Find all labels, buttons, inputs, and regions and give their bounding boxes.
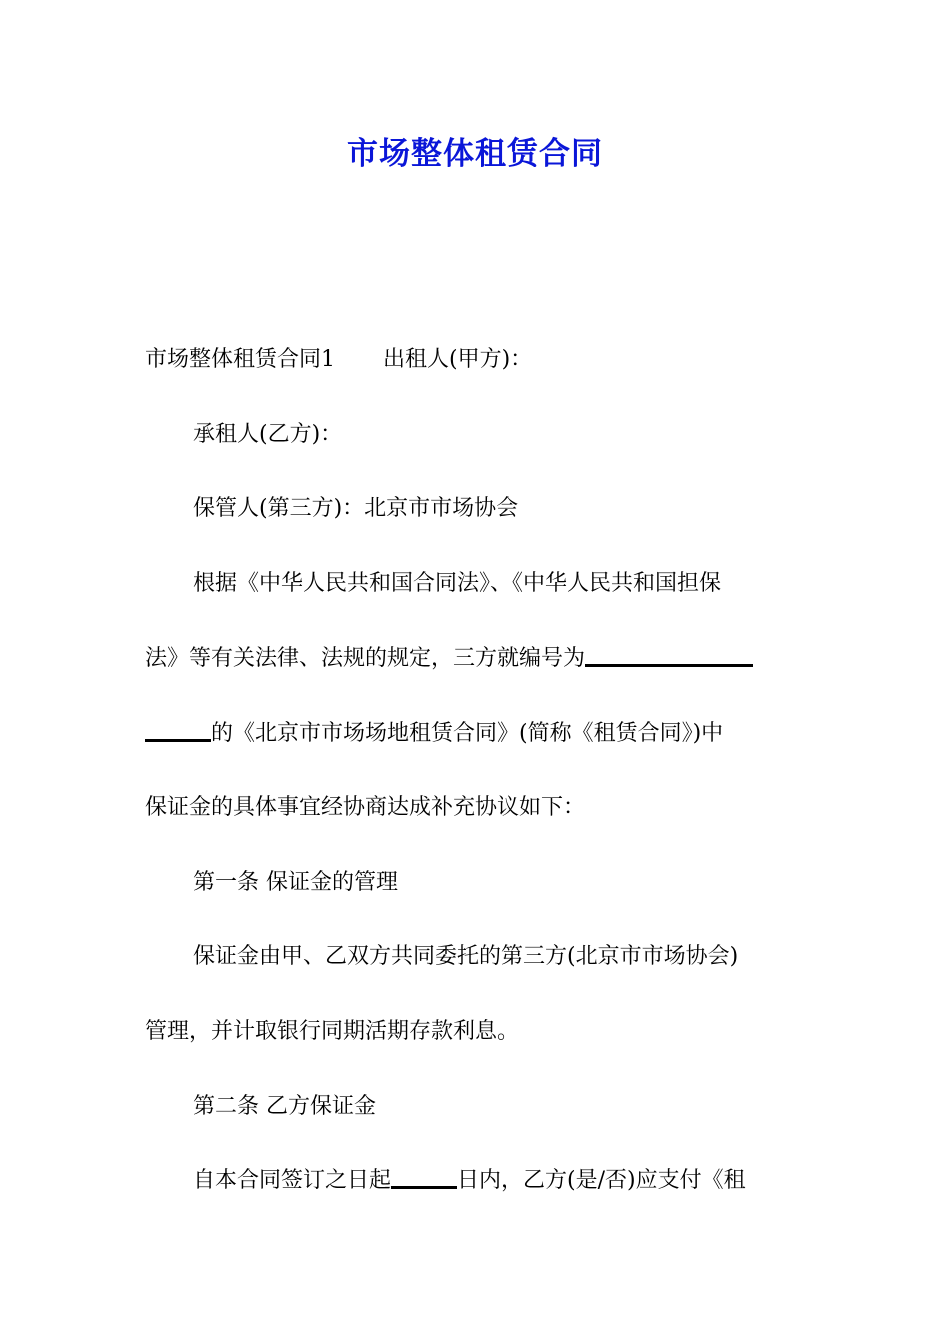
days-blank [391, 1168, 457, 1189]
custodian-line: 保管人(第三方)：北京市市场协会 [193, 496, 519, 521]
paragraph-line [145, 719, 810, 749]
paragraph-line: 保证金的具体事宜经协商达成补充协议如下： [145, 795, 586, 820]
article-heading: 第一条 保证金的管理 [193, 870, 398, 895]
contract-number-blank [145, 721, 211, 742]
paragraph-text: 日内，乙方(是/否)应支付《租 [457, 1168, 746, 1193]
paragraph-line [145, 644, 810, 674]
paragraph-text: 自本合同签订之日起 [193, 1168, 392, 1193]
paragraph-text: 的《北京市市场场地租赁合同》(简称《租赁合同》)中 [211, 721, 724, 746]
contract-number-text: 市场整体租赁合同1 [145, 347, 335, 372]
paragraph-line: 根据《中华人民共和国合同法》、《中华人民共和国担保 [193, 571, 722, 596]
paragraph-text: 法》等有关法律、法规的规定，三方就编号为 [145, 646, 586, 671]
contract-number-blank [585, 646, 753, 667]
lessee-line: 承租人(乙方)： [193, 422, 343, 447]
document-title: 市场整体租赁合同 [347, 136, 603, 172]
paragraph-line [145, 345, 810, 375]
lessor-label: 出租人(甲方)： [383, 347, 533, 372]
paragraph-line: 保证金由甲、乙双方共同委托的第三方(北京市市场协会) [193, 944, 739, 969]
article-heading: 第二条 乙方保证金 [193, 1094, 376, 1119]
paragraph-line [193, 1166, 858, 1196]
paragraph-line: 管理，并计取银行同期活期存款利息。 [145, 1019, 520, 1044]
